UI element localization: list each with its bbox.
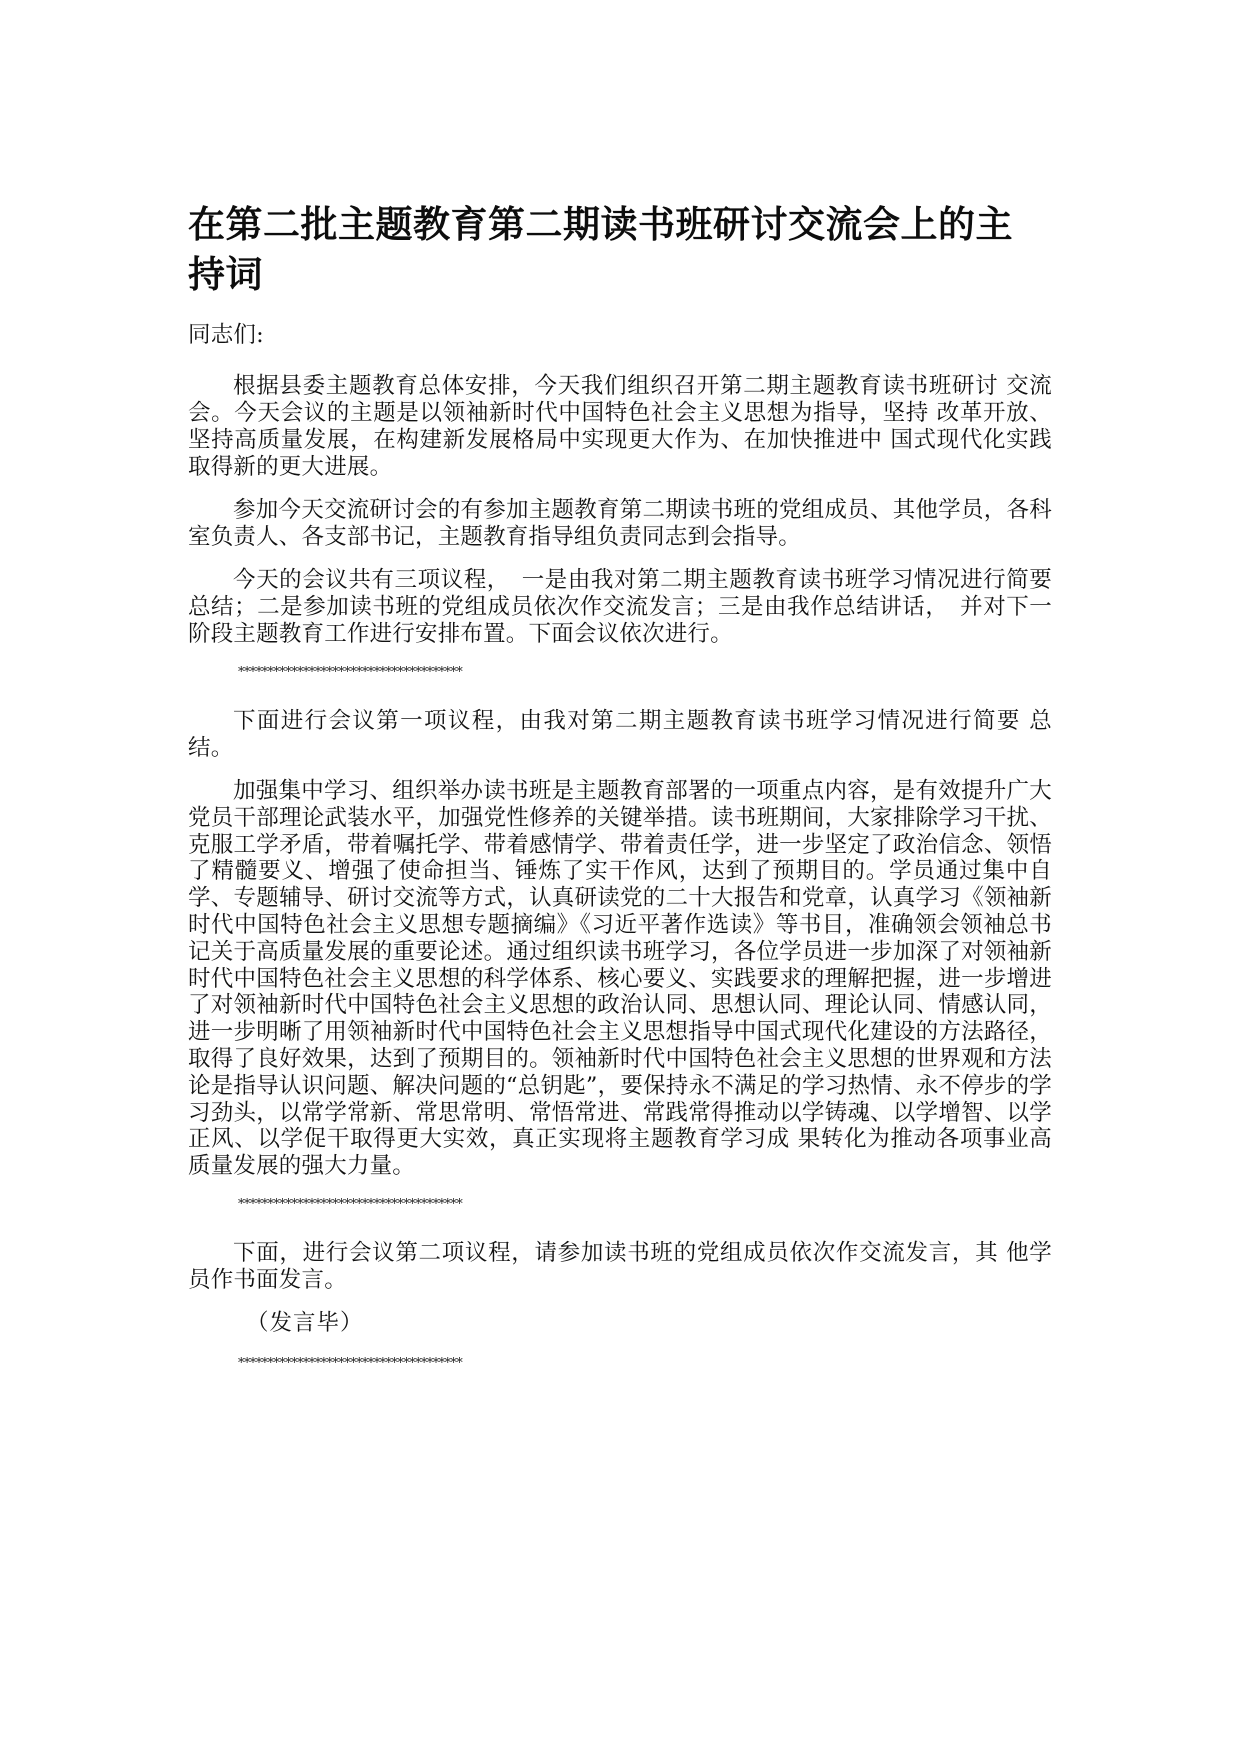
salutation: 同志们: (188, 322, 264, 348)
separator-line: ************************************** (238, 1196, 463, 1212)
paragraph-attendees: 参加今天交流研讨会的有参加主题教育第二期读书班的党组成员、其他学员，各科室负责人、各支部书记，主题教育指导组负责同志到会指导。 (188, 497, 1052, 550)
paragraph-section1-intro: 下面进行会议第一项议程，由我对第二期主题教育读书班学习情况进行简要 总结。 (188, 708, 1052, 761)
paragraph-agenda: 今天的会议共有三项议程， 一是由我对第二期主题教育读书班学习情况进行简要总结；二是参加读书班的党组成员依次作交流发言；三是由我作总结讲话， 并对下一阶段主题教育工作进行安排布置。下面会议依次进行。 (188, 567, 1052, 647)
document-title: 在第二批主题教育第二期读书班研讨交流会上的主持词 (188, 203, 1013, 296)
paragraph-section2-intro: 下面，进行会议第二项议程，请参加读书班的党组成员依次作交流发言，其 他学员作书面发言。 (188, 1239, 1052, 1293)
paragraph-meeting-theme: 根据县委主题教育总体安排，今天我们组织召开第二期主题教育读书班研讨 交流会。今天会议的主题是以领袖新时代中国特色社会主义思想为指导，坚持 改革开放、坚持高质量发展，在构建新发展格局中实现更大作为、在加快推进中 国式现代化实践取得新的更大进展。 (188, 373, 1052, 480)
closing-note: （发言毕） (246, 1309, 364, 1336)
paragraph-section1-summary: 加强集中学习、组织举办读书班是主题教育部署的一项重点内容，是有效提升广大党员干部理论武装水平，加强党性修养的关键举措。读书班期间，大家排除学习干扰、克服工学矛盾，带着嘱托学、带着感情学、带着责任学，进一步坚定了政治信念、领悟了精髓要义、增强了使命担当、锤炼了实干作风，达到了预期目的。学员通过集中自学、专题辅导、研讨交流等方式，认真研读党的二十大报告和党章，认真学习《领袖新时代中国特色社会主义思想专题摘编》《习近平著作选读》等书目，准确领会领袖总书记关于高质量发展的重要论述。通过组织读书班学习，各位学员进一步加深了对领袖新时代中国特色社会主义思想的科学体系、核心要义、实践要求的理解把握，进一步增进了对领袖新时代中国特色社会主义思想的政治认同、思想认同、理论认同、情感认同，进一步明晰了用领袖新时代中国特色社会主义思想指导中国式现代化建设的方法路径，取得了良好效果，达到了预期目的。领袖新时代中国特色社会主义思想的世界观和方法论是指导认识问题、解决问题的“总钥匙”，要保持永不满足的学习热情、永不停步的学习劲头，以常学常新、常思常明、常悟常进、常践常得推动以学铸魂、以学增智、以学正风、以学促干取得更大实效，真正实现将主题教育学习成 果转化为推动各项事业高质量发展的强大力量。 (188, 778, 1052, 1180)
separator-line: ************************************** (238, 665, 463, 680)
document-body (188, 322, 1052, 1399)
separator-line: ************************************** (238, 1355, 463, 1371)
